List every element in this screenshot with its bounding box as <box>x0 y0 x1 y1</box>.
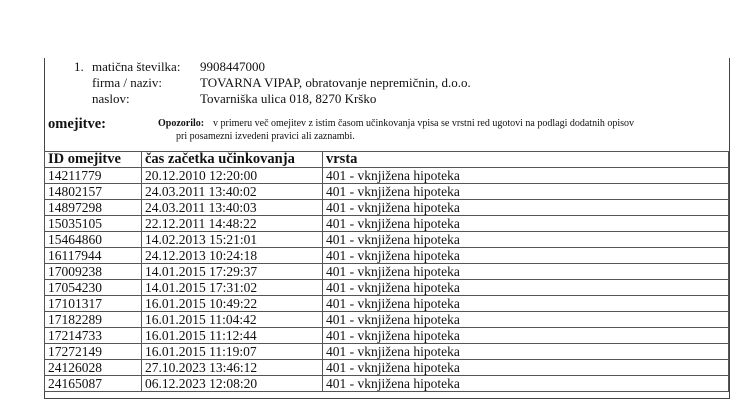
cell-type: 401 - vknjižena hipoteka <box>323 248 729 264</box>
cell-start-time: 20.12.2010 12:20:00 <box>142 168 323 184</box>
table-row <box>45 328 729 344</box>
table-row <box>45 248 729 264</box>
cell-start-time: 22.12.2011 14:48:22 <box>142 216 323 232</box>
cell-type: 401 - vknjižena hipoteka <box>323 168 729 184</box>
label-address: naslov: <box>92 91 130 106</box>
cell-start-time: 16.01.2015 10:49:22 <box>142 296 323 312</box>
cell-id: 17054230 <box>45 280 142 296</box>
table-row <box>45 216 729 232</box>
cell-id: 17214733 <box>45 328 142 344</box>
cell-type: 401 - vknjižena hipoteka <box>323 200 729 216</box>
cell-start-time: 16.01.2015 11:19:07 <box>142 344 323 360</box>
cell-type: 401 - vknjižena hipoteka <box>323 360 729 376</box>
cell-start-time: 06.12.2023 12:08:20 <box>142 376 323 392</box>
cell-start-time: 14.01.2015 17:29:37 <box>142 264 323 280</box>
cell-type: 401 - vknjižena hipoteka <box>323 264 729 280</box>
label-registration-number: matična številka: <box>92 59 181 74</box>
table-row <box>45 232 729 248</box>
cell-id: 17272149 <box>45 344 142 360</box>
label-company-name: firma / naziv: <box>92 75 163 90</box>
cell-id: 14211779 <box>45 168 142 184</box>
cell-start-time: 24.03.2011 13:40:03 <box>142 200 323 216</box>
cell-id: 17101317 <box>45 296 142 312</box>
cell-id: 15035105 <box>45 216 142 232</box>
table-row <box>45 360 729 376</box>
restrictions-table <box>44 151 729 392</box>
cell-type: 401 - vknjižena hipoteka <box>323 184 729 200</box>
cell-type: 401 - vknjižena hipoteka <box>323 232 729 248</box>
cell-start-time: 14.01.2015 17:31:02 <box>142 280 323 296</box>
cell-type: 401 - vknjižena hipoteka <box>323 376 729 392</box>
table-row <box>45 376 729 392</box>
warning-text-line1: v primeru več omejitev z istim časom učinkovanja vpisa se vrstni red ugotovi na podlagi dodatnih opisov <box>213 118 635 129</box>
table-row <box>45 168 729 184</box>
cell-id: 17182289 <box>45 312 142 328</box>
cell-start-time: 16.01.2015 11:12:44 <box>142 328 323 344</box>
restrictions-heading: omejitve: <box>48 116 106 132</box>
warning-label: Opozorilo: <box>158 118 205 129</box>
cell-type: 401 - vknjižena hipoteka <box>323 280 729 296</box>
owner-number: 1. <box>74 59 84 74</box>
table-row <box>45 280 729 296</box>
table-row <box>45 296 729 312</box>
table-row <box>45 344 729 360</box>
cell-start-time: 24.03.2011 13:40:02 <box>142 184 323 200</box>
table-row <box>45 264 729 280</box>
header-type: vrsta <box>323 152 729 168</box>
header-id: ID omejitve <box>45 152 142 168</box>
cell-id: 17009238 <box>45 264 142 280</box>
company-name: TOVARNA VIPAP, obratovanje nepremičnin, d.o.o. <box>200 75 471 90</box>
header-start-time: čas začetka učinkovanja <box>142 152 323 168</box>
table-row <box>45 312 729 328</box>
cell-type: 401 - vknjižena hipoteka <box>323 328 729 344</box>
cell-id: 15464860 <box>45 232 142 248</box>
cell-start-time: 16.01.2015 11:04:42 <box>142 312 323 328</box>
cell-type: 401 - vknjižena hipoteka <box>323 216 729 232</box>
cell-id: 14802157 <box>45 184 142 200</box>
cell-id: 16117944 <box>45 248 142 264</box>
cell-type: 401 - vknjižena hipoteka <box>323 344 729 360</box>
cell-id: 14897298 <box>45 200 142 216</box>
cell-id: 24126028 <box>45 360 142 376</box>
table-row <box>45 200 729 216</box>
cell-type: 401 - vknjižena hipoteka <box>323 312 729 328</box>
cell-type: 401 - vknjižena hipoteka <box>323 296 729 312</box>
address: Tovarniška ulica 018, 8270 Krško <box>200 91 377 106</box>
registration-number: 9908447000 <box>200 59 265 74</box>
cell-id: 24165087 <box>45 376 142 392</box>
cell-start-time: 27.10.2023 13:46:12 <box>142 360 323 376</box>
table-header-row <box>45 152 729 168</box>
cell-start-time: 24.12.2013 10:24:18 <box>142 248 323 264</box>
warning-text-line2: pri posamezni izvedeni pravici ali zaznambi. <box>176 131 355 142</box>
cell-start-time: 14.02.2013 15:21:01 <box>142 232 323 248</box>
table-row <box>45 184 729 200</box>
